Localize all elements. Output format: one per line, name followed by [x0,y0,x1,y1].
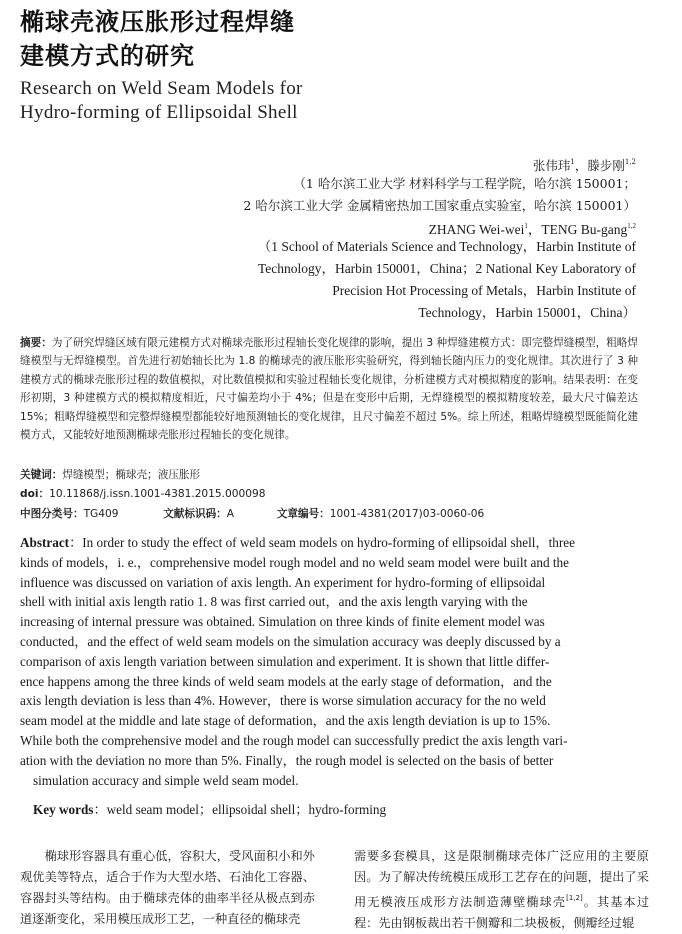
body-right-text-1: 需要多套模具，这是限制椭球壳体广泛应用的主要原因。为了解决传统模压成形工艺存在的问题，提出了采用无模液压成形方法制造薄壁椭球壳 [354,849,649,909]
abstract-en-line: seam model at the middle and late stage of deformation，and the axis length deviation is up to 15%. [20,713,551,729]
abstract-cn-label: 摘要： [20,337,52,349]
affiliation-en-4: Technology，Harbin 150001，China） [418,305,636,320]
citation-ref: [1,2] [566,894,583,902]
abstract-cn-text: 为了研究焊缝区域有限元建模方式对椭球壳胀形过程轴长变化规律的影响，提出 3 种焊缝建模方式：即完整焊缝模型，粗略焊缝模型与无焊缝模型。首先进行初始轴长比为 1.8 的椭球壳的液压胀形实验研究，得到轴长随内压力的变化规律。其次进行了 3 种建模方式的椭球壳胀形过程的数值模拟，对比数值模拟和实验过程轴长变化规律，分析建模方式对模拟精度的影响。结果表明：在变形初期，3 种建模方式的模拟精度相近，尺寸偏差均小于 4%；但是在变形中后期，无焊缝模型的模拟精度较差，最大尺寸偏差达 15%；粗略焊缝模型和完整焊缝模型都能较好地预测轴长的变化规律，且尺寸偏差不超过 5%。综上所述，粗略焊缝模型既能简化建模方式，又能较好地预测椭球壳胀形过程轴长的变化规律。 [20,337,638,442]
abstract-en-label: Abstract [20,535,70,550]
affiliation-en-1: （1 School of Materials Science and Technology，Harbin Institute of [257,239,636,254]
keywords-en-text: ：weld seam model；ellipsoidal shell；hydro-forming [93,802,387,817]
keywords-en [33,800,386,820]
article-no-value: 1001-4381(2017)03-0060-06 [329,508,485,520]
clc-value: TG409 [83,508,119,520]
abstract-en-line: ence happens among the three kinds of weld seam models at the early stage of deformation，and the [20,673,552,689]
title-en-line-2: Hydro-forming of Ellipsoidal Shell [20,102,298,123]
abstract-en [20,533,638,790]
author-en-2: ，TENG Bu-gang [527,222,628,237]
author-en-2-sup: 1,2 [627,222,636,230]
affiliation-en-3: Precision Hot Processing of Metals，Harbin Institute of [332,283,636,298]
author-cn-1: 张伟玮 [532,158,571,173]
abstract-en-line [20,533,638,553]
body-column-left: 椭球形容器具有重心低，容积大，受风面积小和外观优美等特点，适合于作为大型水塔、石油化工容器、容器封头等结构。由于椭球壳体的曲率半径从极点到赤道逐渐变化，采用模压成形工艺，一种直径的椭球壳 [20,849,315,926]
abstract-en-line: While both the comprehensive model and the rough model can successfully predict the axis length vari- [20,732,568,748]
doc-code-label: 文献标识码： [163,508,227,520]
abstract-en-line: shell with initial axis length ratio 1. 8 was first carried out，and the axis length varying with the [20,594,528,610]
article-no-label: 文章编号： [276,508,330,520]
author-cn-2-sup: 1,2 [624,158,636,166]
doi-label: doi： [20,488,50,500]
abstract-en-line: kinds of models，i. e.，comprehensive model rough model and no weld seam model were built and the [20,554,569,570]
doi-value: 10.11868/j.issn.1001-4381.2015.000098 [49,488,266,500]
abstract-en-line: increasing of internal pressure was obtained. Simulation on three kinds of finite element model was [20,614,545,630]
abstract-en-line-text: ：In order to study the effect of weld seam models on hydro-forming of ellipsoidal shell，three [69,535,575,550]
abstract-cn [20,334,638,444]
keywords-en-label: Key words [33,802,94,817]
author-en-1: ZHANG Wei-wei [428,222,525,237]
classification-line [20,505,484,523]
author-cn-2: ，滕步刚 [574,158,625,173]
abstract-en-line: conducted，and the effect of weld seam models on the simulation accuracy was deeply discussed by a [20,633,561,649]
title-cn-line-1: 椭球壳液压胀形过程焊缝 [20,8,295,36]
abstract-en-line: ation with the deviation no more than 5%. Finally，the rough model is selected on the basis of better [20,752,554,768]
affiliation-cn-1: （1 哈尔滨工业大学 材料科学与工程学院，哈尔滨 150001； [293,176,636,191]
affiliation-en-2: Technology，Harbin 150001，China；2 National Key Laboratory of [257,261,636,276]
title-cn-line-2: 建模方式的研究 [20,42,195,70]
abstract-en-line: comparison of axis length variation between simulation and experiment. It is shown that little differ- [20,653,550,669]
title-en-line-1: Research on Weld Seam Models for [20,78,303,99]
abstract-en-line: influence was discussed on variation of axis length. An experiment for hydro-forming of ellipsoidal [20,574,546,590]
affiliation-cn-2: 2 哈尔滨工业大学 金属精密热加工国家重点实验室，哈尔滨 150001） [243,198,636,213]
body-right-text-2: 。其基本过程：先由钢板裁出若干侧瓣和二块极板，侧瓣经过辊 [354,895,650,930]
doc-code-value: A [226,508,235,520]
keywords-cn-text: 焊缝模型；椭球壳；液压胀形 [62,469,201,481]
keywords-cn-label: 关键词： [20,469,63,481]
author-cn-1-sup: 1 [570,158,575,166]
author-en-1-sup: 1 [524,222,528,230]
keywords-cn [20,466,200,484]
clc-label: 中图分类号： [20,508,84,520]
abstract-en-line: axis length deviation is less than 4%. However，there is worse simulation accuracy for the no weld [20,693,546,709]
abstract-en-line: simulation accuracy and simple weld seam model. [33,772,299,788]
body-column-right [354,846,649,934]
doi-line [20,485,265,503]
